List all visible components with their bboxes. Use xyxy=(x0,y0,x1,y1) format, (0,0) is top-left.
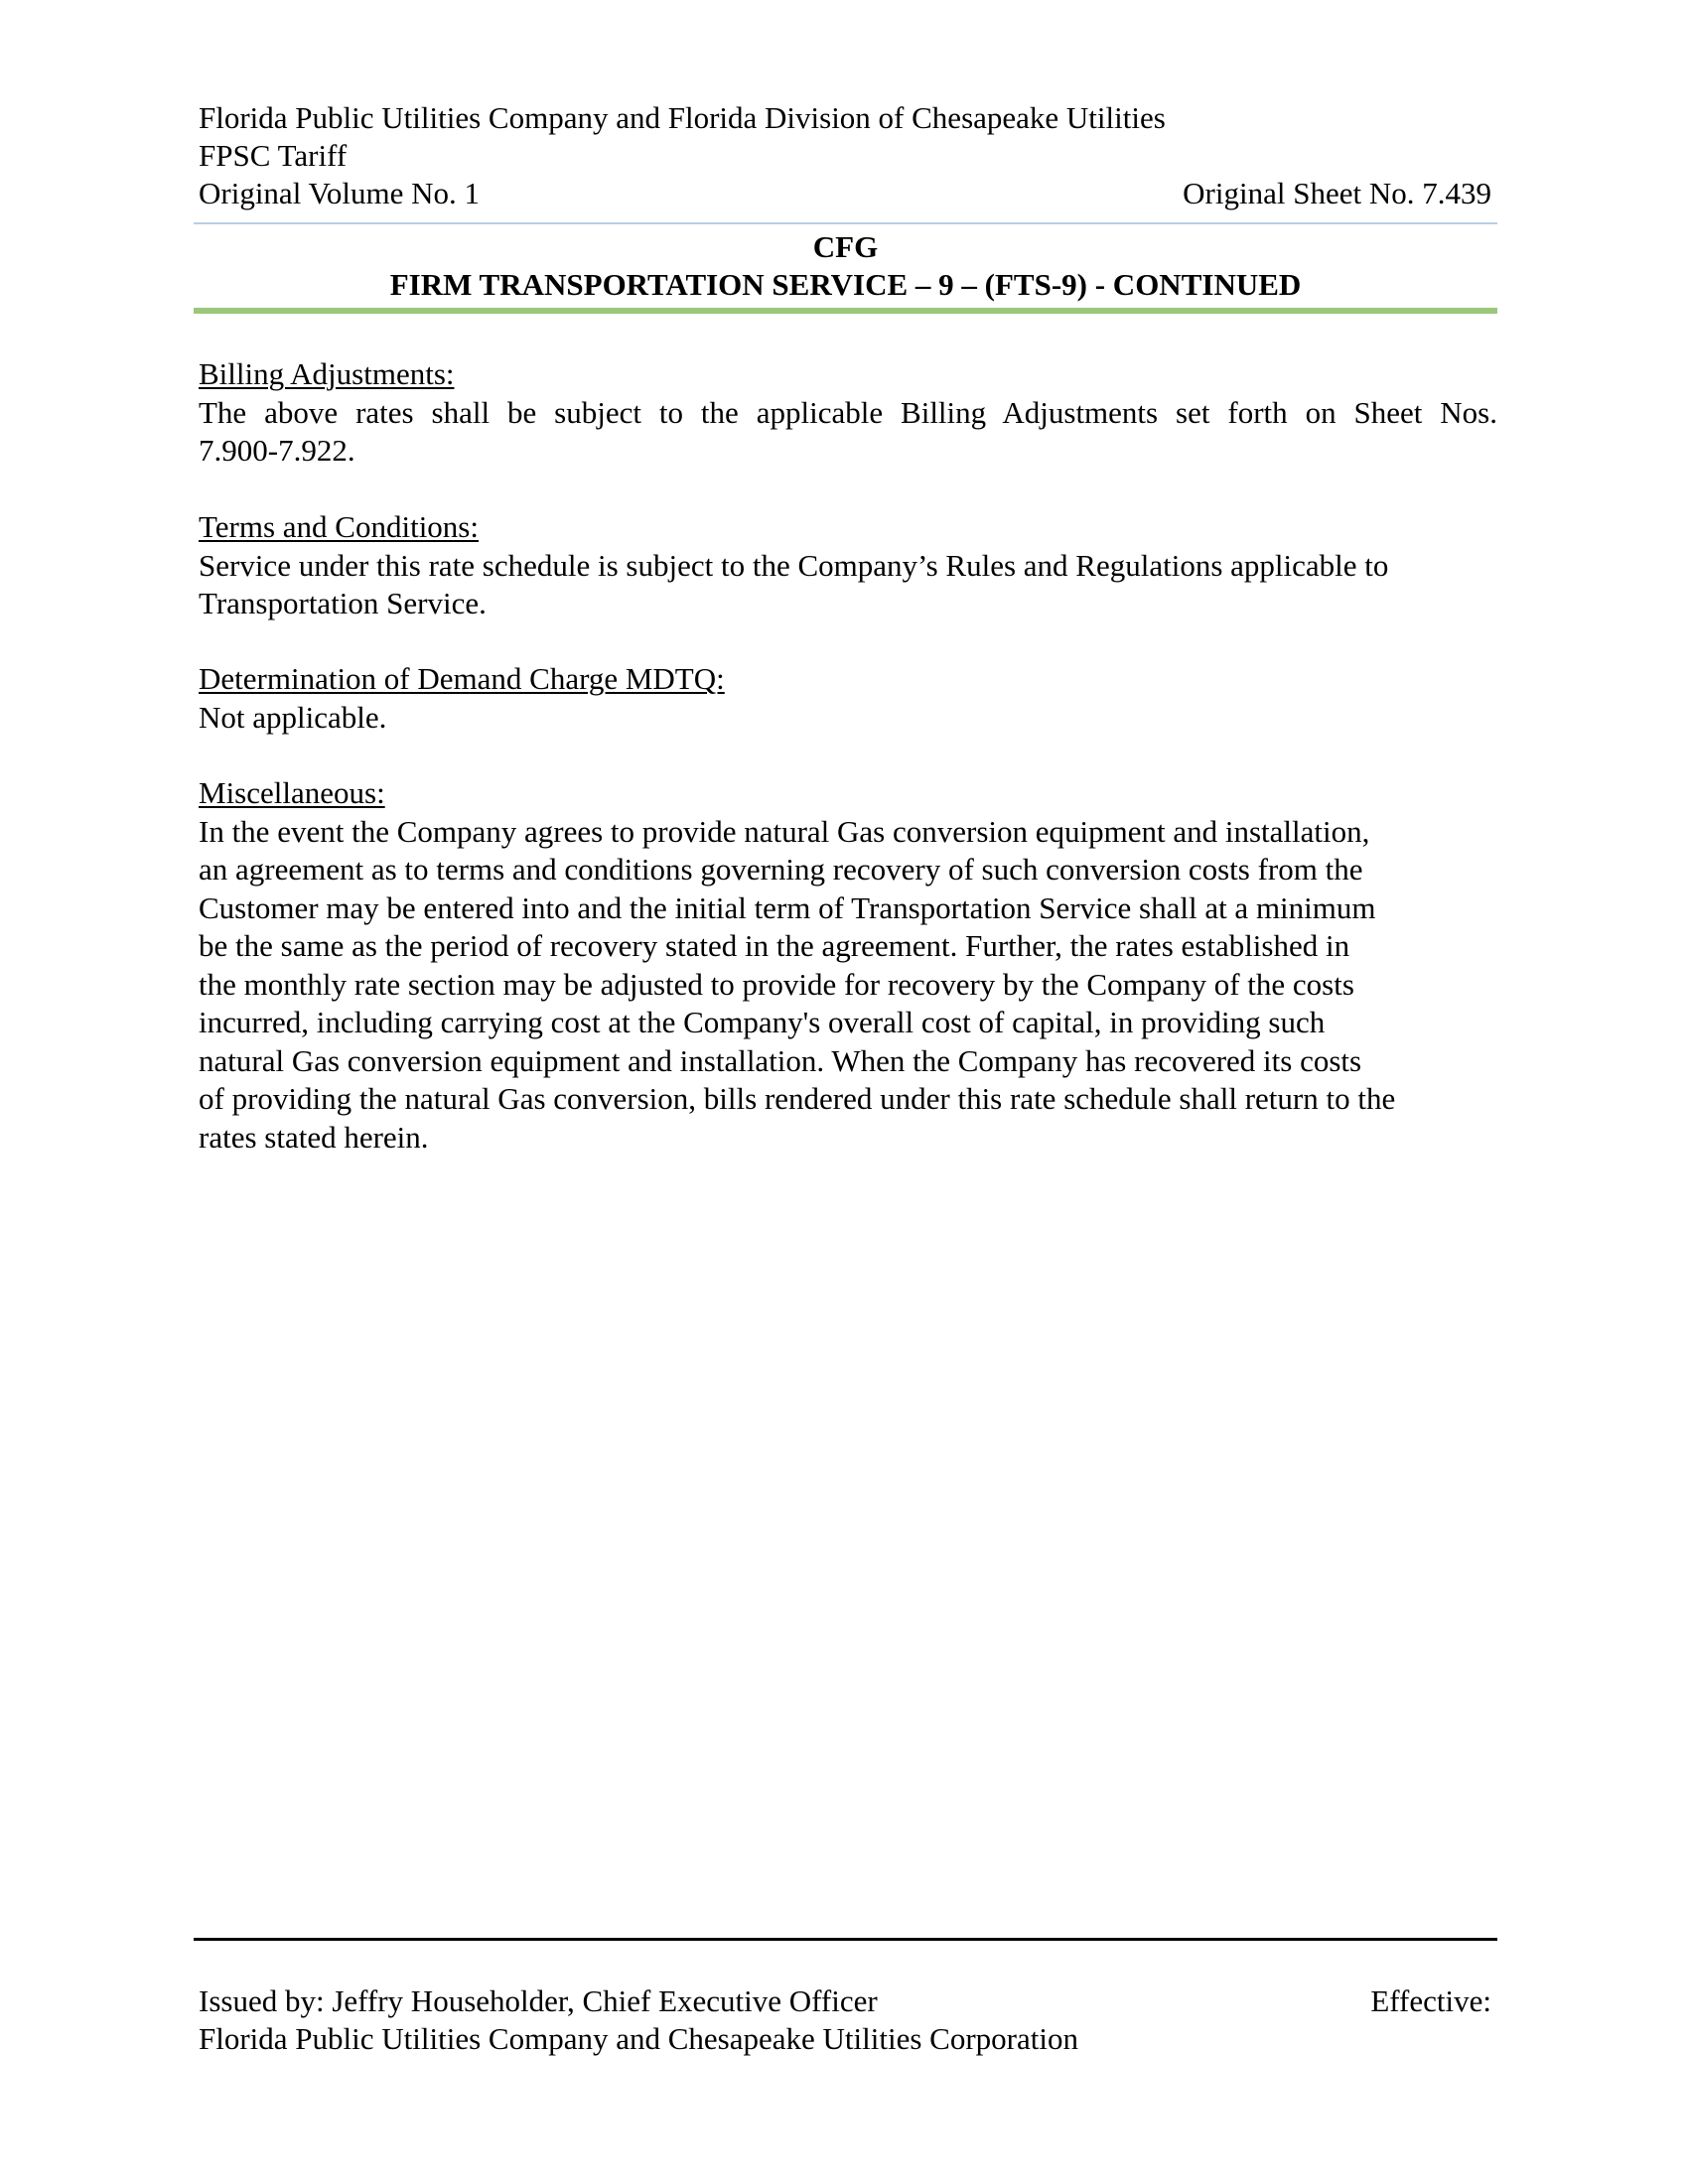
misc-line-6: incurred, including carrying cost at the Company's overall cost of capital, in providing such xyxy=(199,1005,1326,1039)
title-service: FIRM TRANSPORTATION SERVICE – 9 – (FTS-9) - CONTINUED xyxy=(389,267,1302,302)
misc-line-1: In the event the Company agrees to provide natural Gas conversion equipment and installation, xyxy=(199,813,1370,849)
title-divider xyxy=(194,308,1497,314)
misc-line-2: an agreement as to terms and conditions governing recovery of such conversion costs from the xyxy=(199,852,1363,887)
header-divider xyxy=(194,222,1497,224)
billing-line-2: 7.900-7.922. xyxy=(199,433,355,468)
terms-line-2: Transportation Service. xyxy=(199,586,487,620)
mdtq-line-1: Not applicable. xyxy=(199,699,387,735)
misc-line-7: natural Gas conversion equipment and installation. When the Company has recovered its costs xyxy=(199,1042,1362,1078)
header-sheet-number: Original Sheet No. 7.439 xyxy=(1183,176,1491,210)
misc-line-9: rates stated herein. xyxy=(199,1119,429,1155)
misc-line-3: Customer may be entered into and the initial term of Transportation Service shall at a minimum xyxy=(199,889,1376,925)
misc-line-5: the monthly rate section may be adjusted to provide for recovery by the Company of the costs xyxy=(199,966,1354,1002)
title-cfg: CFG xyxy=(812,229,879,264)
misc-line-8: of providing the natural Gas conversion, bills rendered under this rate schedule shall return to the xyxy=(199,1081,1396,1116)
footer-divider xyxy=(194,1938,1497,1941)
header-company: Florida Public Utilities Company and Florida Division of Chesapeake Utilities xyxy=(199,100,1166,135)
billing-line-1: The above rates shall be subject to the applicable Billing Adjustments set forth on Sheet Nos. xyxy=(199,394,1497,430)
terms-line-1: Service under this rate schedule is subject to the Company’s Rules and Regulations applicable to xyxy=(199,547,1389,583)
section-mdtq xyxy=(199,660,1497,737)
header-tariff: FPSC Tariff xyxy=(199,138,348,173)
section-billing-adjustments xyxy=(199,355,1497,471)
footer-company: Florida Public Utilities Company and Chesapeake Utilities Corporation xyxy=(199,2021,1078,2056)
section-miscellaneous xyxy=(199,774,1497,1157)
header-volume: Original Volume No. 1 xyxy=(199,176,481,210)
footer-issued-by: Issued by: Jeffry Householder, Chief Executive Officer xyxy=(199,1983,878,2018)
billing-heading: Billing Adjustments: xyxy=(199,356,455,391)
misc-line-4: be the same as the period of recovery stated in the agreement. Further, the rates established in xyxy=(199,928,1350,963)
section-terms-conditions xyxy=(199,508,1497,623)
mdtq-heading: Determination of Demand Charge MDTQ: xyxy=(199,661,725,696)
misc-heading: Miscellaneous: xyxy=(199,775,385,810)
footer-effective: Effective: xyxy=(1370,1983,1491,2018)
terms-heading: Terms and Conditions: xyxy=(199,509,479,544)
